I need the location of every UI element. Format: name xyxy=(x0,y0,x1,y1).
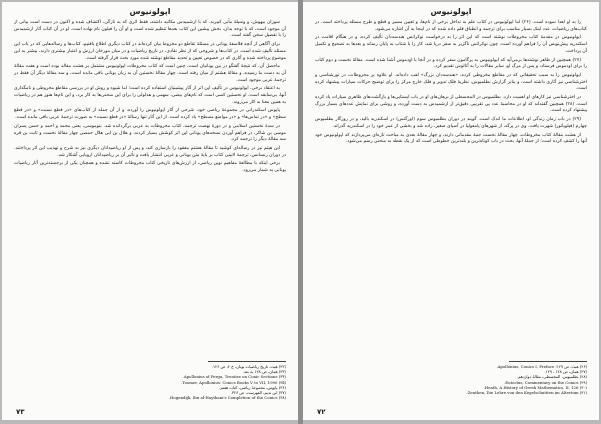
footnote: (۲۷) همان، ص ۱۲۸ ـ ۱۲۹. xyxy=(544,369,587,375)
footnote: (۳۴) Apollonius of Perga, Treatise on Conic Sections. xyxy=(182,374,286,380)
page-number: ۷۳ xyxy=(16,408,25,416)
paragraph: اپولونیوس را به سبب تحقیقاتی که در مقاطع مخروطی کرده، «هندسه‌دان بزرگ» لقب داده‌اند. او علاوه بر مخروطات، در نورشناسی و اخترشناسی نیز آثاری داشته است، و بنابر گزارش بطلمیوس، نظریهٔ فلک تدویر و فلک خارج مرکز را برای توضیح حرکات سیارات پیشنهاد کرده است. xyxy=(315,72,587,92)
footnote: (۳۰) Heath, A History of Greek Mathematics, II, 126. xyxy=(483,384,587,390)
footnote: (۳۸) Hogendijk, Ibn al-Haytham's Completion of the Conics. xyxy=(168,395,286,401)
paragraph: ابن هیثم نیز در رساله‌ای کوشید تا مقالهٔ هشتم مفقود را بازسازی کند، و پس از او ریاضیدانان دیگری نیز به شرح و تهذیب این اثر پرداختند. در دوران رنسانس، ترجمهٔ لاتینی کتاب بر پایهٔ متن یونانی و عربی انتشار یافت و تأثیر آن بر ریاضیدانان اروپایی آشکار شد. xyxy=(14,145,286,158)
paragraph: اپولونیوس در مقدمهٔ کتاب مخروطات نوشته است که این اثر را به درخواست نوکراتس هندسه‌دان تألیف کرده، و در هنگام اقامت در اسکندریه پیش‌نویس آن را فراهم آورده است. چون نوکراتس ناگزیر به سفر دریا شد، کار را با شتاب به پایان رساند و بعدها به تصحیح و تکمیل آن پرداخت. xyxy=(315,35,587,54)
paragraph: ماحصل آن، که نتیجهٔ گفتگو در بین یونانیان است، چنین است که کتاب مخروطات اپولونیوس مشتمل بر هشت مقاله بوده است و هفت مقالهٔ آن به دست ما رسیده، و مقالهٔ هشتم از میان رفته است. چهار مقالهٔ نخستین آن به زبان یونانی باقی مانده است، و سه مقالهٔ دیگر آن فقط در ترجمهٔ عربی موجود است. xyxy=(14,64,286,83)
footnote: (۳۲) هیث، تاریخ ریاضیات یونان، ج ۲، ص ۱۲۶. xyxy=(211,364,286,369)
footnote: (۳۷) ابن ندیم، الفهرست، ص ۳۲۶. xyxy=(230,390,286,396)
footnotes xyxy=(315,364,587,406)
paragraph: (۲۷) همچنین از ظاهر نوشته‌ها برمی‌آید که اپولونیوس به پرگامون سفر کرده و در آنجا با اودموس آشنا شده است. مقالهٔ نخست و دوم کتاب را برای اودموس فرستاد، و پس از مرگ او، سایر مقالات را به آتالوس تقدیم کرد. xyxy=(315,57,587,70)
paragraph: از هشت مقالهٔ کتاب مخروطات، چهار مقالهٔ نخست جنبهٔ مقدماتی دارند، و چهار مقالهٔ بعدی به مباحث تازه‌ای می‌پردازند که اپولونیوس خود آنها را کشف کرده است؛ از جملهٔ آنها، بحث در باب کوتاه‌ترین و بلندترین خطوطی است که از یک نقطه به منحنی رسم می‌شود. xyxy=(315,132,587,145)
footnote-divider xyxy=(208,361,286,362)
footnotes xyxy=(14,364,286,406)
paragraph: را به او اهدا نموده است. (۲۶) اما اپولونیوس در کتاب علم به تداخل برخی از نام‌ها، و تعیین مسیر و قطع و طرح مسئله پرداخته است. در کتاب‌های ریاضیات، عدد اینک بسیار مناسب برای ترجمه و انطباق قلم داده شده که در اینجا به آن اشاره می‌شود. xyxy=(315,20,587,32)
body-text xyxy=(14,20,286,358)
paragraph: در اخترشناسی نیز کارهای او اهمیت دارد. بطلمیوس در المجسطی از برهان‌های او در باب ایستایی‌ها و بازگشت‌های ظاهری سیارات یاد کرده است. (۲۸) همچنین گفته‌اند که او در محاسبهٔ عدد پی تقریبی دقیق‌تر از ارشمیدس به دست آورده، و روشی برای نمایش عددهای بسیار بزرگ پیشنهاد کرده است. xyxy=(315,95,587,114)
footnote: (۳۱) Zeuthen, Die Lehre von den Kegelschnitten im Altertum. xyxy=(466,390,587,396)
paragraph: برای آگاهی از آنچه فلاسفهٔ یونانی در مسئلهٔ تقاطع دو مخروط بیان کرده‌اند در کتاب دیگری اطلاع یافتیم، کتاب‌ها و رساله‌هایی که در باب این مسئله تألیف شده است. در کتاب‌ها و شروحی که از نظر نقادی، در تاریخ ریاضیات و در میان مورخان ارزش و اعتبار بیشتری دارند، بیشتر به این موضوع پرداخته شده و آثاری که در خصوص تعیین و تحدید مقاطع نوشته شده مورد بحث قرار گرفته است. xyxy=(14,42,286,61)
running-head: اپولونیوس xyxy=(129,7,171,16)
footnote-divider xyxy=(509,361,587,362)
paragraph: سوزان بیهوش، و وسیلهٔ مأنی کبیرند. که با ارشمیدس مکاتبه داشته، فقط اثری که به تازگی، اکتشاف شده و اکنون در دست است بیانی از آن موجود است، که با توجه بدان، بخش پیشین این کتاب بعدها تنظیم شده است و او آن را فیلون نام نهاده است. او در آن کتاب آثار ارشمیدس را با تفصیل سخن گفته است. xyxy=(14,20,286,39)
paragraph: پاپوس اسکندرانی در مجموعهٔ ریاضی خود، شرحی از آثار اپولونیوس را آورده، و از آن جمله از کتاب‌های «در قطع نسبت» و «در قطع سطح» و «در تماس‌ها» و «در مواضع مسطح» یاد کرده است. از این آثار تنها رسالهٔ «در قطع نسبت» به صورت ترجمهٔ عربی باقی مانده است. xyxy=(14,108,286,121)
paragraph: در سدهٔ نخستین اسلامی و در دورهٔ نهضت ترجمه، کتاب مخروطات به عربی برگردانده شد. بنوموسی، یعنی محمد و احمد و حسن پسران موسی بن شاکر، در فراهم آوردن نسخه‌های یونانی این اثر کوشش بسیار کردند، و هلال بن ابی هلال حمصی چهار مقالهٔ نخست و ثابت بن قره سه مقالهٔ دیگر را ترجمه کرد. xyxy=(14,123,286,143)
paragraph: (۲۹) در باب زمان زندگی او، اطلاعات ما اندک است. گویند در دوران بطلمیوس سوم (اورگتس) در اسکندریه بالید، و در روزگار بطلمیوس چهارم (فیلوپاتور) شهرت یافت. وی در پرگه، از شهرهای پامفولیا در آسیای صغیر، زاده شد و بخشی از عمر خود را در اسکندریه گذراند. xyxy=(315,117,587,129)
footnote: (۳۳) همان، ص ۱۲۸ به بعد. xyxy=(242,369,286,375)
footnote: (۲۹) Eutocius, Commentary on the Conics. xyxy=(503,379,587,385)
body-text xyxy=(315,20,587,358)
running-head: اپولونیوس xyxy=(430,7,472,16)
left-page xyxy=(2,2,298,420)
paragraph: به اعتقاد برخی، اپولونیوس در تألیف این اثر از آثار پیشینیان استفاده کرده است؛ اما شیوه و روش او در بررسی مقاطع مخروطی و نامگذاری آنها، بی‌سابقه است. او نخستین کسی است که نام‌های بیضی، سهمی و هذلولی را برای این منحنی‌ها به کار برد، و این نام‌ها هنوز هم در ریاضیات به همین معنا به کار می‌روند. xyxy=(14,86,286,105)
footnote: (۳۶) پاپوس، مجموعهٔ ریاضی، کتاب هفتم. xyxy=(219,384,286,390)
right-page xyxy=(303,2,599,420)
page-number: ۷۲ xyxy=(317,408,326,416)
footnote: (۲۶) هیث، ص ۱۲۷؛ Apollonius, Conics I, Preface. xyxy=(496,364,587,369)
footnote: (۳۵) Toomer, Apollonius: Conics Books V to VII, 1990. xyxy=(181,379,286,385)
paragraph: برخی اینکه با مطالعهٔ مفاهیم نوین ریاضی، از ارزش‌های تاریخی کتاب مخروطات کاسته نشده و همچنان یکی از برجسته‌ترین آثار ریاضیات یونانی به شمار می‌رود. xyxy=(14,161,286,174)
footnote: (۲۸) بطلمیوس، المجسطی، مقالهٔ دوازدهم. xyxy=(516,374,587,380)
